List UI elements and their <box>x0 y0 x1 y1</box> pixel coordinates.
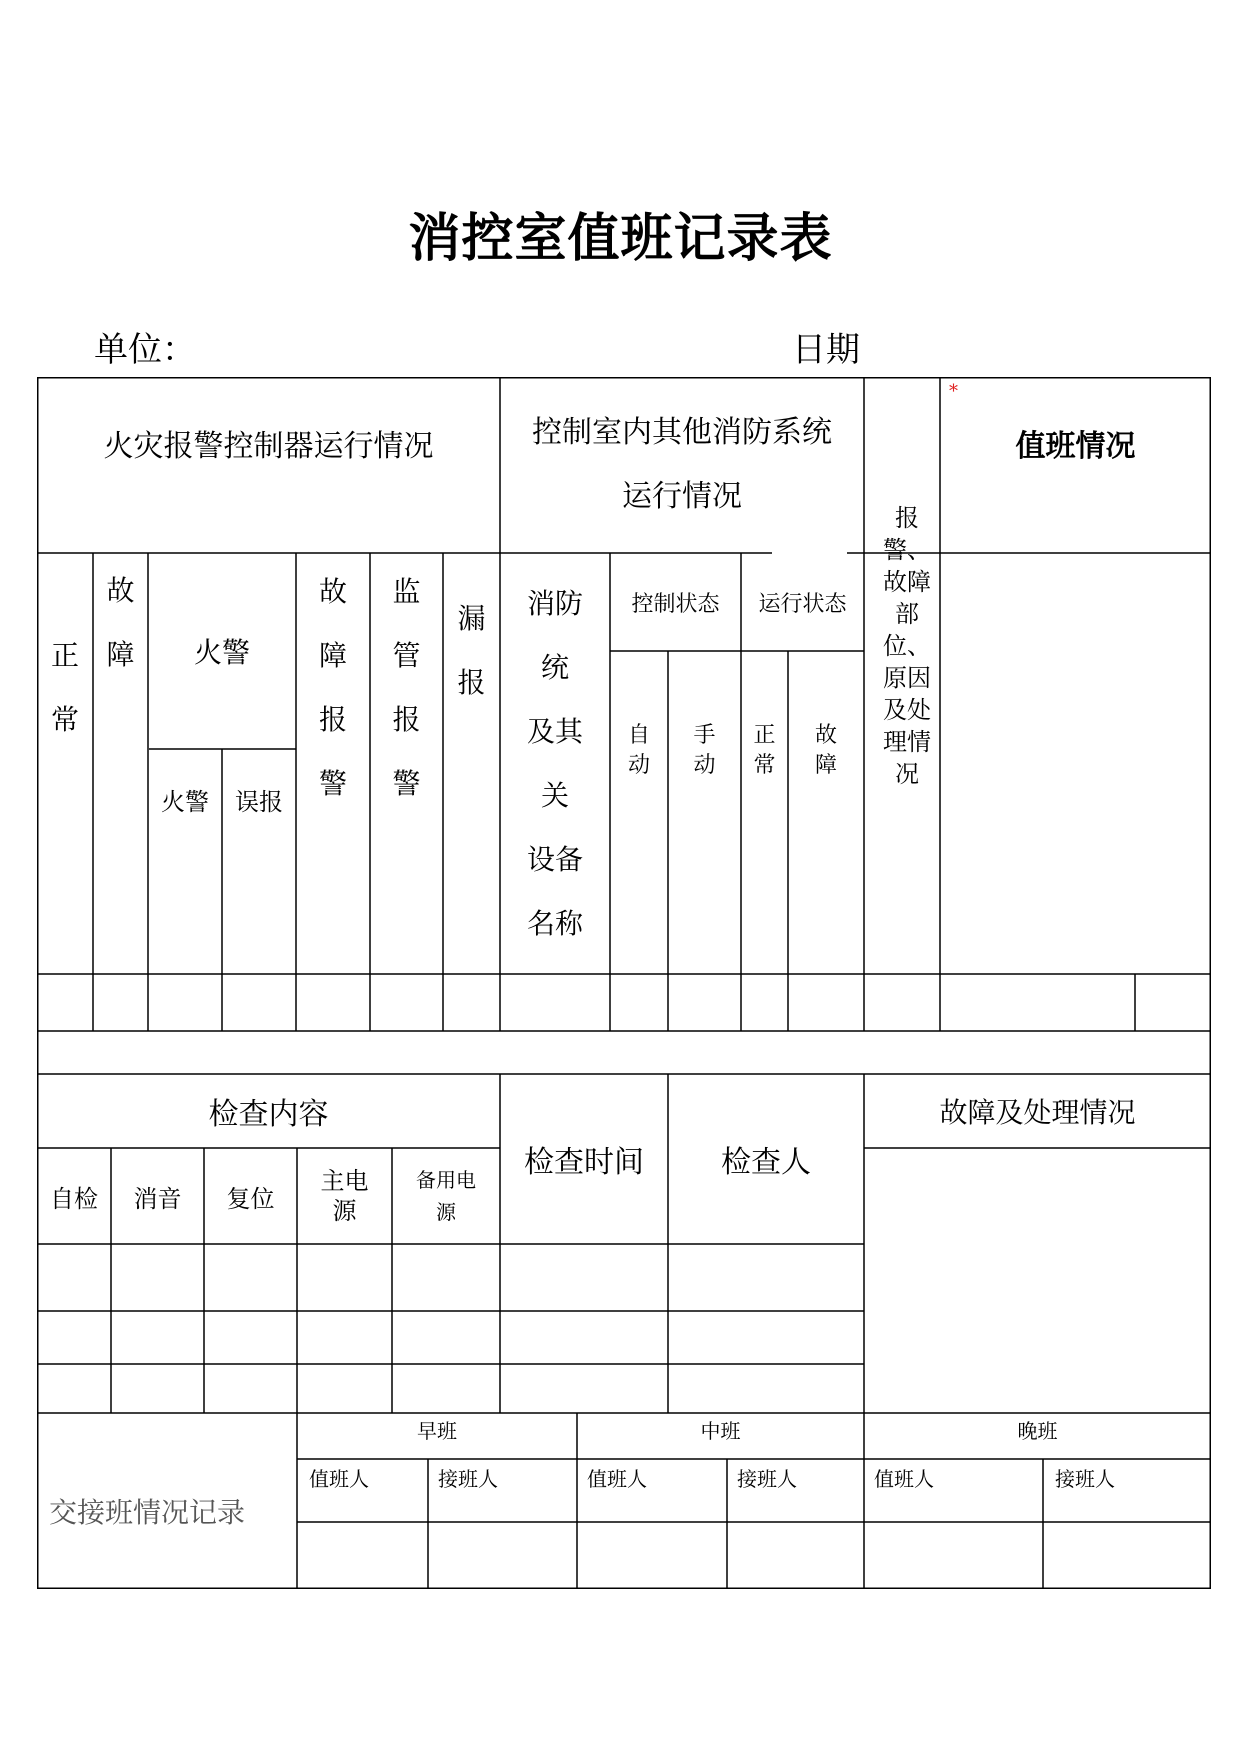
unit-label: 单位： <box>94 330 196 370</box>
morning-taking-over-header: 接班人 <box>438 1466 498 1491</box>
fire-alarm-controller-header: 火灾报警控制器运行情况 <box>103 429 434 464</box>
fault-alarm-header: 故 障 报 警 <box>318 575 347 800</box>
alarm-fault-detail-header: 报警、 故障 部 位、 原因 及处 理情 况 <box>883 504 931 788</box>
other-systems-header: 控制室内其他消防系统 运行情况 <box>532 415 832 514</box>
middle-shift-header: 中班 <box>700 1418 741 1443</box>
inspection-content-header: 检查内容 <box>208 1097 329 1132</box>
false-alarm-header: 误报 <box>235 787 283 816</box>
manual-header: 手 动 <box>693 723 716 778</box>
fault-handling-area[interactable] <box>864 1148 1211 1413</box>
night-on-duty-header: 值班人 <box>874 1466 934 1491</box>
fire-alarm-sub-header: 火警 <box>161 787 209 816</box>
middle-on-duty-header: 值班人 <box>587 1466 647 1491</box>
device-name-header: 消防 统 及其 关 设备 名称 <box>526 586 583 940</box>
middle-taking-over-header: 接班人 <box>737 1466 797 1491</box>
main-power-header: 主电 源 <box>320 1167 369 1225</box>
fire-alarm-group-header: 火警 <box>193 636 250 669</box>
required-star-mark: * <box>949 381 958 402</box>
page-title: 消控室值班记录表 <box>408 208 833 269</box>
fire-alarm-entry-row[interactable] <box>37 974 500 1031</box>
run-state-header: 运行状态 <box>758 591 847 617</box>
control-state-header: 控制状态 <box>631 591 720 617</box>
backup-power-header: 备用电 源 <box>416 1168 476 1224</box>
night-shift-header: 晚班 <box>1017 1418 1058 1443</box>
silence-header: 消音 <box>133 1184 182 1213</box>
check-time-header: 检查时间 <box>524 1145 644 1180</box>
other-systems-entry-row[interactable] <box>500 974 864 1031</box>
duty-status-header: 值班情况 <box>1015 429 1136 464</box>
supervisory-alarm-header: 监 管 报 警 <box>392 575 421 800</box>
run-normal-header: 正 常 <box>753 723 776 778</box>
morning-shift-header: 早班 <box>417 1418 457 1443</box>
duty-record-table <box>37 377 1211 1589</box>
night-taking-over-header: 接班人 <box>1055 1466 1115 1491</box>
checker-header: 检查人 <box>721 1145 811 1180</box>
duty-status-area[interactable] <box>940 553 1211 974</box>
self-check-header: 自检 <box>50 1184 98 1213</box>
fault-handling-header: 故障及处理情况 <box>939 1096 1136 1129</box>
normal-column-header: 正 常 <box>50 639 79 736</box>
handover-signature-row[interactable] <box>297 1522 1211 1589</box>
auto-header: 自 动 <box>627 723 650 778</box>
fault-column-header: 故 障 <box>106 574 135 671</box>
run-fault-header: 故 障 <box>814 723 837 778</box>
reset-header: 复位 <box>226 1184 275 1213</box>
date-label: 日期 <box>792 330 860 370</box>
missed-report-header: 漏 报 <box>457 602 486 699</box>
handover-record-label: 交接班情况记录 <box>49 1496 246 1529</box>
morning-on-duty-header: 值班人 <box>309 1466 369 1491</box>
